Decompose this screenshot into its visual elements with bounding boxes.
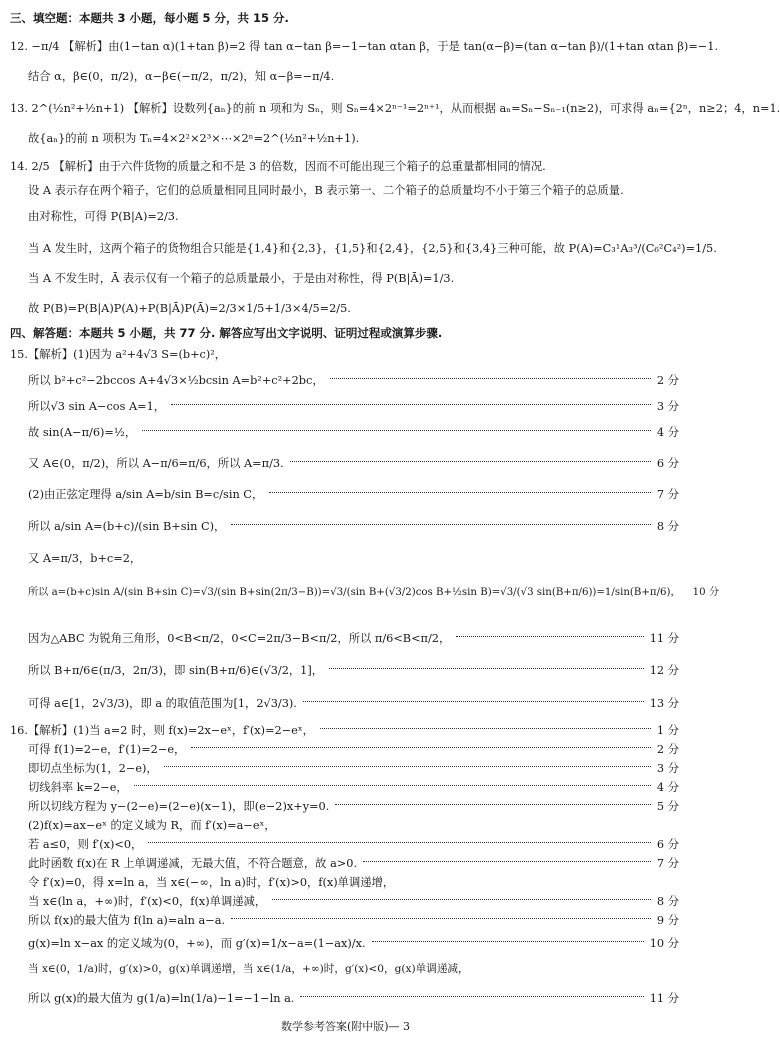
score-label: 11 分 [649,632,679,645]
leader-dots [191,747,651,748]
score-label: 10 分 [692,587,720,598]
leader-dots [456,636,643,637]
leader-dots [320,728,651,729]
leader-dots [134,785,651,786]
leader-dots [363,861,651,862]
q14-line-2: 设 A 表示存在两个箱子，它们的总质量相同且同时最小，B 表示第一、二个箱子的总质量均不小于第三个箱子的总质量. [28,184,624,197]
q15-line: 可得 a∈[1，2√3/3)，即 a 的取值范围为[1，2√3/3). 13 分 [28,697,679,710]
q16-line: 当 x∈(0，1/a)时，g′(x)>0，g(x)单调递增，当 x∈(1/a，+∞)时，g′(x)<0，g(x)单调递减， [28,963,469,975]
leader-dots [329,668,644,669]
q12-line-2: 结合 α，β∈(0，π/2)，α−β∈(−π/2，π/2)，知 α−β=−π/4. [28,70,335,83]
leader-dots [231,918,651,919]
score-label: 4 分 [656,426,679,439]
section-heading-fill-in: 三、填空题：本题共 3 小题，每小题 5 分，共 15 分. [10,11,289,25]
q14-line-6: 故 P(B)=P(B|A)P(A)+P(B|Ā)P(Ā)=2/3×1/5+1/3×4/5=2/5. [28,302,351,315]
leader-dots [171,404,651,405]
score-label: 9 分 [656,914,679,927]
leader-dots [303,701,644,702]
score-label: 2 分 [656,743,679,756]
score-label: 7 分 [656,488,679,501]
leader-dots [300,996,643,997]
q14-line-4: 当 A 发生时，这两个箱子的货物组合只能是{1,4}和{2,3}，{1,5}和{2,4}，{2,5}和{3,4}三种可能，故 P(A)=C₃¹A₃³/(C₆²C₄²)=1/5. [28,242,717,255]
leader-dots [272,899,651,900]
q16-line: 所以 f(x)的最大值为 f(ln a)=aln a−a. 9 分 [28,914,679,927]
leader-dots [164,766,651,767]
q15-line: 所以 a=(b+c)sin A/(sin B+sin C)=√3/(sin B+sin(2π/3−B))=√3/(sin B+(√3/2)cos B+½sin B)=√3/(√3 sin(B+π/6))=1/sin(B+π/6)， 10 分 [28,583,679,598]
q15-line: 所以 a/sin A=(b+c)/(sin B+sin C)， 8 分 [28,520,679,533]
score-label: 8 分 [656,895,679,908]
score-label: 1 分 [656,724,679,737]
q15-line: 故 sin(A−π/6)=½， 4 分 [28,426,679,439]
q15-line: 所以√3 sin A−cos A=1， 3 分 [28,400,679,413]
q15-line: 因为△ABC 为锐角三角形，0<B<π/2，0<C=2π/3−B<π/2，所以 π/6<B<π/2， 11 分 [28,632,679,645]
q16-line: (2)f(x)=ax−eˣ 的定义域为 R，而 f′(x)=a−eˣ， [28,819,276,832]
q16-line: 16.【解析】(1)当 a=2 时，则 f(x)=2x−eˣ，f′(x)=2−eˣ， 1 分 [10,724,679,737]
leader-dots [330,378,651,379]
q14-line-3: 由对称性，可得 P(B|A)=2/3. [28,210,179,223]
score-label: 4 分 [656,781,679,794]
q15-line: 15.【解析】(1)因为 a²+4√3 S=(b+c)²， [10,348,227,361]
leader-dots [335,804,651,805]
leader-dots [372,941,644,942]
score-label: 2 分 [656,374,679,387]
q16-line: 可得 f(1)=2−e，f′(1)=2−e， 2 分 [28,743,679,756]
q14-line-1: 14. 2/5 【解析】由于六件货物的质量之和不是 3 的倍数，因而不可能出现三个箱子的总重量都相同的情况. [10,160,546,173]
q13-line-1: 13. 2^(½n²+½n+1) 【解析】设数列{aₙ}的前 n 项和为 Sₙ，则 Sₙ=4×2ⁿ⁻¹=2ⁿ⁺¹，从而根据 aₙ=Sₙ−Sₙ₋₁(n≥2)，可求得 aₙ={2ⁿ，n≥2；4，n=1. [10,102,780,115]
q15-line: (2)由正弦定理得 a/sin A=b/sin B=c/sin C， 7 分 [28,488,679,501]
score-label: 3 分 [656,400,679,413]
score-label: 3 分 [656,762,679,775]
score-label: 13 分 [649,697,679,710]
q16-line: 令 f′(x)=0，得 x=ln a，当 x∈(−∞，ln a)时，f′(x)>0，f(x)单调递增， [28,876,395,889]
q13-line-2: 故{aₙ}的前 n 项积为 Tₙ=4×2²×2³×⋯×2ⁿ=2^(½n²+½n+1). [28,132,360,145]
score-label: 11 分 [649,992,679,1005]
leader-dots [142,430,651,431]
score-label: 10 分 [649,937,679,950]
score-label: 6 分 [656,457,679,470]
score-label: 12 分 [649,664,679,677]
q15-line: 又 A∈(0，π/2)，所以 A−π/6=π/6，所以 A=π/3. 6 分 [28,457,679,470]
q14-line-5: 当 A 不发生时，Ā 表示仅有一个箱子的总质量最小，于是由对称性，得 P(B|Ā)=1/3. [28,272,455,285]
q12-line-1: 12. −π/4 【解析】由(1−tan α)(1+tan β)=2 得 tan α−tan β=−1−tan αtan β，于是 tan(α−β)=(tan α−tan β)/(1+tan αtan β)=−1. [10,40,719,53]
score-label: 7 分 [656,857,679,870]
section-heading-answer: 四、解答题：本题共 5 小题，共 77 分. 解答应写出文字说明、证明过程或演算步骤. [10,326,443,340]
q16-line: 若 a≤0，则 f′(x)<0， 6 分 [28,838,679,851]
page-footer: 数学参考答案(附中版)— 3 [280,1020,411,1033]
q16-line: 切线斜率 k=2−e， 4 分 [28,781,679,794]
q16-line: 当 x∈(ln a，+∞)时，f′(x)<0，f(x)单调递减， 8 分 [28,895,679,908]
q16-line: 所以 g(x)的最大值为 g(1/a)=ln(1/a)−1=−1−ln a. 11 分 [28,992,679,1005]
q16-line: 此时函数 f(x)在 R 上单调递减，无最大值，不符合题意，故 a>0. 7 分 [28,857,679,870]
leader-dots [290,461,651,462]
leader-dots [269,492,651,493]
score-label: 5 分 [656,800,679,813]
q16-line: g(x)=ln x−ax 的定义域为(0，+∞)，而 g′(x)=1/x−a=(1−ax)/x. 10 分 [28,937,679,950]
q16-line: 所以切线方程为 y−(2−e)=(2−e)(x−1)，即(e−2)x+y=0. 5 分 [28,800,679,813]
q15-line: 所以 B+π/6∈(π/3，2π/3)，即 sin(B+π/6)∈(√3/2，1]， 12 分 [28,664,679,677]
q15-line: 又 A=π/3，b+c=2， [28,552,142,565]
q15-line: 所以 b²+c²−2bccos A+4√3×½bcsin A=b²+c²+2bc， 2 分 [28,374,679,387]
leader-dots [148,842,651,843]
leader-dots [231,524,651,525]
score-label: 8 分 [656,520,679,533]
score-label: 6 分 [656,838,679,851]
q16-line: 即切点坐标为(1，2−e)， 3 分 [28,762,679,775]
